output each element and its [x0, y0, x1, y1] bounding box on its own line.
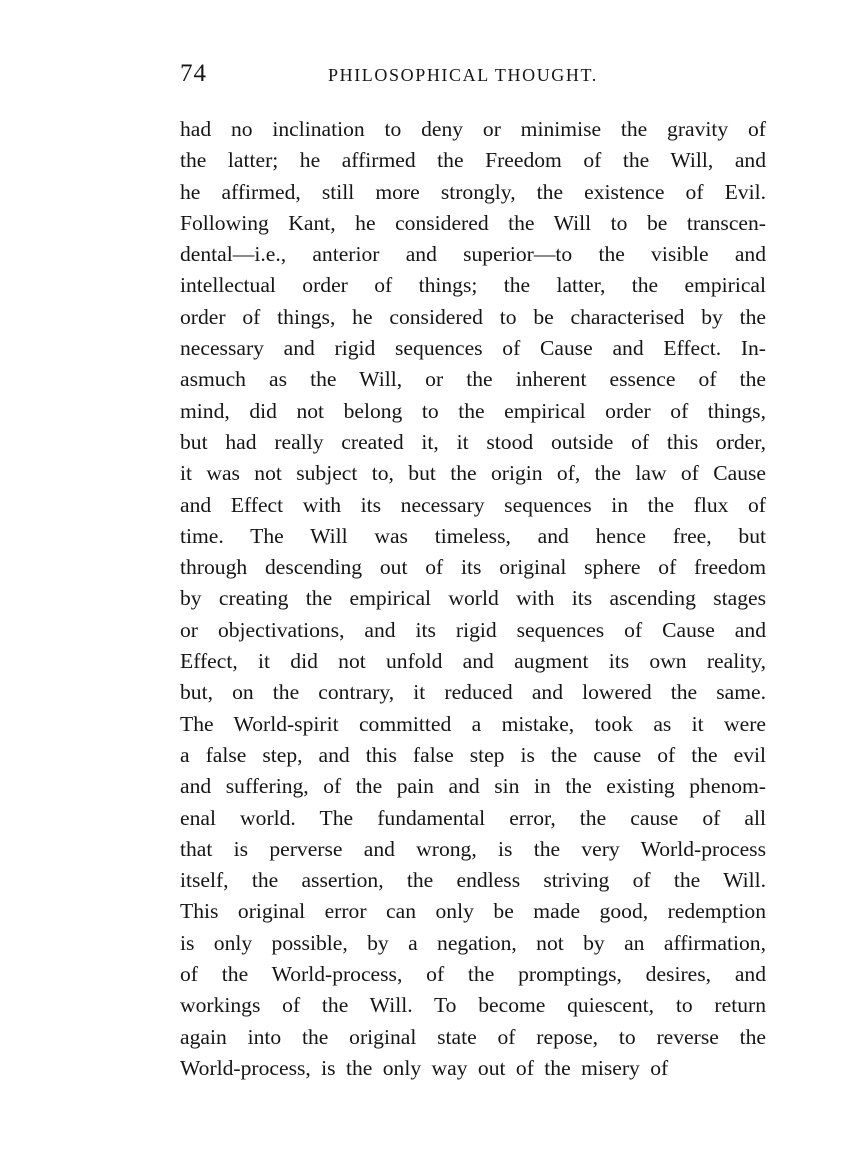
text-line: through descending out of its original sphere of freedom — [180, 555, 766, 580]
text-line: but had really created it, it stood outside of this order, — [180, 429, 766, 454]
text-line: time. The Will was timeless, and hence free, but — [180, 523, 766, 548]
text-line: This original error can only be made good, redemption — [180, 899, 766, 924]
text-line: that is perverse and wrong, is the very World-process — [180, 836, 766, 861]
text-line: or objectivations, and its rigid sequences of Cause and — [180, 617, 766, 642]
text-line: workings of the Will. To become quiescent, to return — [180, 993, 766, 1018]
text-line: mind, did not belong to the empirical order of things, — [180, 398, 766, 423]
text-line: he affirmed, still more strongly, the existence of Evil. — [180, 179, 766, 204]
text-line: again into the original state of repose, to reverse the — [180, 1024, 766, 1049]
text-line: asmuch as the Will, or the inherent essence of the — [180, 367, 766, 392]
text-line: order of things, he considered to be characterised by the — [180, 304, 766, 329]
text-line: had no inclination to deny or minimise the gravity of — [180, 117, 766, 141]
text-line: a false step, and this false step is the cause of the evil — [180, 742, 766, 767]
text-line: World-process, is the only way out of the misery of — [180, 1055, 669, 1080]
text-line: by creating the empirical world with its ascending stages — [180, 586, 766, 611]
text-line: itself, the assertion, the endless striving of the Will. — [180, 868, 766, 893]
text-line: enal world. The fundamental error, the cause of all — [180, 805, 766, 830]
running-header — [180, 58, 766, 90]
text-line: it was not subject to, but the origin of, the law of Cause — [180, 461, 766, 486]
text-line: of the World-process, of the promptings, desires, and — [180, 962, 766, 987]
body-text — [180, 114, 766, 1084]
text-line: Following Kant, he considered the Will to be transcen- — [180, 210, 766, 235]
text-line: dental—i.e., anterior and superior—to the visible and — [180, 242, 766, 267]
text-line: but, on the contrary, it reduced and lowered the same. — [180, 680, 766, 705]
text-line: is only possible, by a negation, not by an affirmation, — [180, 930, 766, 955]
text-line: and Effect with its necessary sequences in the flux of — [180, 492, 766, 517]
text-line: necessary and rigid sequences of Cause and Effect. In- — [180, 336, 766, 361]
text-line: The World-spirit committed a mistake, took as it were — [180, 711, 766, 736]
page-number: 74 — [180, 60, 207, 87]
text-line: the latter; he affirmed the Freedom of the Will, and — [180, 148, 766, 173]
text-line: intellectual order of things; the latter, the empirical — [180, 273, 766, 298]
text-line: and suffering, of the pain and sin in the existing phenom- — [180, 774, 766, 799]
text-line: Effect, it did not unfold and augment its own reality, — [180, 649, 766, 674]
running-title: PHILOSOPHICAL THOUGHT. — [328, 65, 598, 85]
